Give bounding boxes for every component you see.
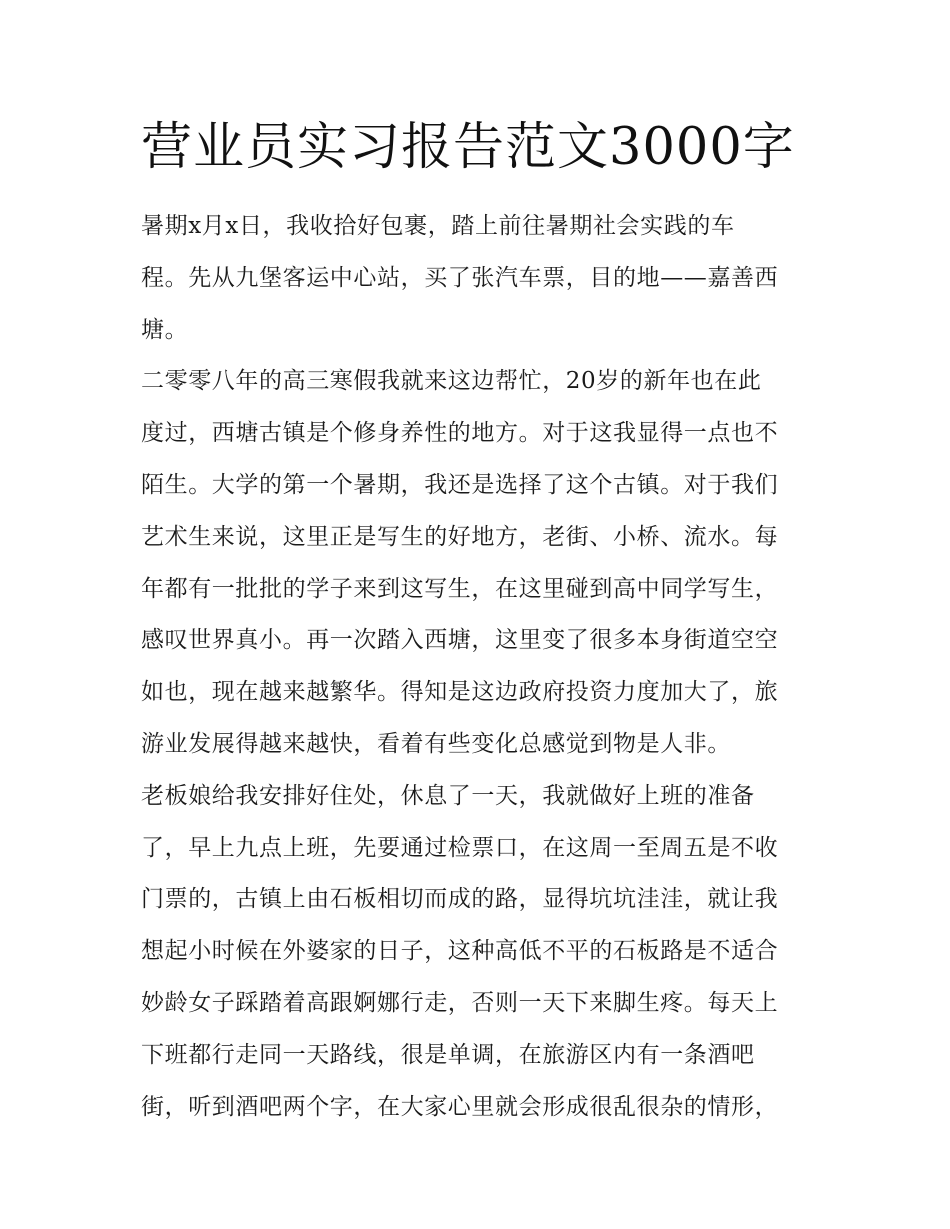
text-line: 年都有一批批的学子来到这写生，在这里碰到高中同学写生， — [141, 575, 779, 602]
text-line: 暑期x月x日，我收拾好包裹，踏上前往暑期社会实践的车 — [141, 213, 735, 239]
document-title: 营业员实习报告范文3000字 — [141, 118, 795, 177]
text-line: 妙龄女子踩踏着高跟婀娜行走，否则一天下来脚生疼。每天上 — [141, 989, 779, 1016]
text-line: 了，早上九点上班，先要通过检票口，在这周一至周五是不收 — [141, 834, 779, 861]
text-line: 二零零八年的高三寒假我就来这边帮忙，20岁的新年也在此 — [141, 368, 762, 395]
text-line: 感叹世界真小。再一次踏入西塘，这里变了很多本身街道空空 — [141, 627, 779, 654]
text-line: 陌生。大学的第一个暑期，我还是选择了这个古镇。对于我们 — [141, 471, 779, 498]
text-line: 艺术生来说，这里正是写生的好地方，老街、小桥、流水。每 — [141, 523, 779, 550]
text-line: 街，听到酒吧两个字，在大家心里就会形成很乱很杂的情形， — [141, 1093, 779, 1120]
text-line: 游业发展得越来越快，看着有些变化总感觉到物是人非。 — [141, 730, 731, 757]
text-line: 门票的，古镇上由石板相切而成的路，显得坑坑洼洼，就让我 — [141, 886, 779, 913]
document-body — [141, 201, 821, 1133]
text-line: 度过，西塘古镇是个修身养性的地方。对于这我显得一点也不 — [141, 420, 779, 447]
text-line: 下班都行走同一天路线，很是单调，在旅游区内有一条酒吧 — [141, 1041, 755, 1068]
text-line: 如也，现在越来越繁华。得知是这边政府投资力度加大了，旅 — [141, 679, 779, 706]
text-line: 想起小时候在外婆家的日子，这种高低不平的石板路是不适合 — [141, 938, 779, 965]
text-line: 程。先从九堡客运中心站，买了张汽车票，目的地——嘉善西 — [141, 264, 779, 291]
text-line: 老板娘给我安排好住处，休息了一天，我就做好上班的准备 — [141, 782, 755, 809]
text-line: 塘。 — [141, 316, 189, 343]
